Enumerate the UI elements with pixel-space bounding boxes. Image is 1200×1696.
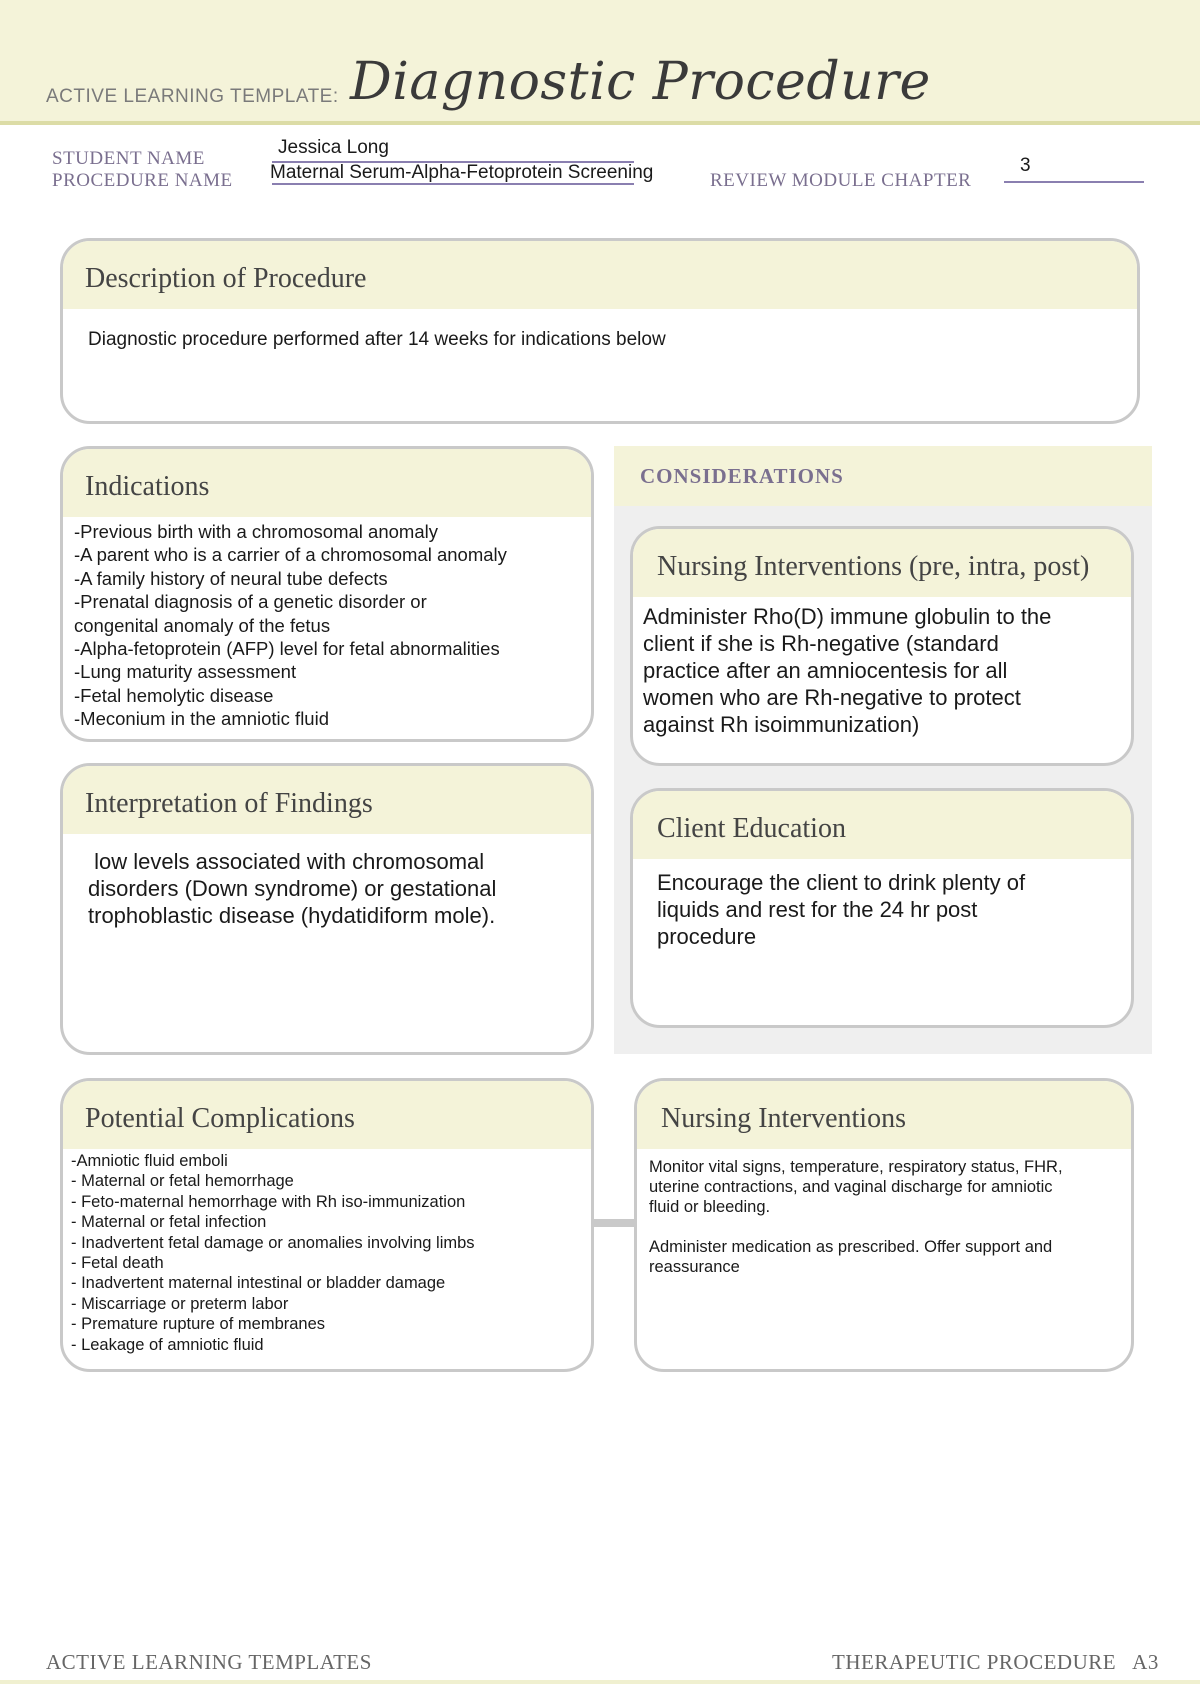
complications-title: Potential Complications [63,1081,591,1149]
list-item: - Premature rupture of membranes [71,1315,326,1334]
indications-title: Indications [63,449,591,517]
card-connector [592,1219,636,1227]
procedure-name-value[interactable]: Maternal Serum-Alpha-Fetoprotein Screening [270,162,654,183]
list-item: -Previous birth with a chromosomal anomaly [74,521,438,542]
list-item: - Fetal death [71,1254,164,1273]
list-item: - Inadvertent fetal damage or anomalies involving limbs [71,1233,475,1252]
nursing-pre-intra-post-card [630,526,1134,766]
list-item: congenital anomaly of the fetus [74,614,331,636]
nursing-interventions-text [637,1149,1131,1277]
review-module-underline [1004,181,1144,183]
client-education-text [633,859,1131,950]
complications-list [63,1149,591,1355]
footer-right: THERAPEUTIC PROCEDURE A3 [832,1650,1159,1674]
list-item: trophoblastic disease (hydatidiform mole). [88,903,496,928]
student-name-value[interactable]: Jessica Long [278,137,389,158]
list-item: procedure [657,924,757,949]
list-item: Administer Rho(D) immune globulin to the [643,604,1052,629]
considerations-title: CONSIDERATIONS [640,464,844,488]
list-item: against Rh isoimmunization) [643,712,920,737]
list-item: - Inadvertent maternal intestinal or bladder damage [71,1274,446,1293]
list-item: low levels associated with chromosomal [88,849,485,874]
list-item: reassurance [649,1258,740,1276]
nursing-interventions-title: Nursing Interventions [637,1081,1131,1149]
list-item: - Maternal or fetal infection [71,1213,267,1232]
list-item: Monitor vital signs, temperature, respiratory status, FHR, [649,1158,1063,1176]
complications-card [60,1078,594,1372]
list-item: Administer medication as prescribed. Offer support and [649,1238,1053,1256]
description-card [60,238,1140,424]
footer-left: ACTIVE LEARNING TEMPLATES [46,1650,372,1674]
list-item: client if she is Rh-negative (standard [643,631,999,656]
list-item: -Meconium in the amniotic fluid [74,708,329,730]
interpretation-text [63,834,591,929]
nursing-interventions-card [634,1078,1134,1372]
description-title: Description of Procedure [63,241,1137,309]
list-item: -Prenatal diagnosis of a genetic disorder or [74,591,427,613]
list-item: women who are Rh-negative to protect [643,685,1021,710]
list-item: liquids and rest for the 24 hr post [657,897,978,922]
list-item: Encourage the client to drink plenty of [657,870,1026,895]
list-item: practice after an amniocentesis for all [643,658,1008,683]
list-item: uterine contractions, and vaginal discharge for amniotic [649,1178,1053,1196]
review-module-label: REVIEW MODULE CHAPTER [710,170,972,191]
indications-card [60,446,594,742]
list-item: -A parent who is a carrier of a chromosomal anomaly [74,544,507,566]
indications-list [63,517,591,731]
list-item: - Feto-maternal hemorrhage with Rh iso-immunization [71,1192,466,1211]
list-item: -Fetal hemolytic disease [74,684,274,706]
review-module-value[interactable]: 3 [1020,155,1031,176]
list-item: fluid or bleeding. [649,1198,771,1216]
list-item: -Lung maturity assessment [74,661,297,683]
nursing-pre-intra-post-title: Nursing Interventions (pre, intra, post) [633,529,1131,597]
header-rule [0,121,1200,125]
list-item: - Leakage of amniotic fluid [71,1335,264,1354]
client-education-title: Client Education [633,791,1131,859]
list-item: -Alpha-fetoprotein (AFP) level for fetal abnormalities [74,638,500,660]
list-item: -Amniotic fluid emboli [71,1152,228,1170]
template-label: ACTIVE LEARNING TEMPLATE: [46,86,339,107]
interpretation-title: Interpretation of Findings [63,766,591,834]
description-text: Diagnostic procedure performed after 14 weeks for indications below [88,329,666,350]
template-title: Diagnostic Procedure [350,52,931,112]
procedure-name-underline [272,183,634,185]
interpretation-card [60,763,594,1055]
procedure-name-label: PROCEDURE NAME [52,170,233,191]
client-education-card [630,788,1134,1028]
list-item: - Maternal or fetal hemorrhage [71,1172,294,1191]
list-item: -A family history of neural tube defects [74,567,388,589]
footer-rule [0,1680,1200,1684]
student-name-label: STUDENT NAME [52,148,205,169]
list-item: disorders (Down syndrome) or gestational [88,876,497,901]
nursing-pre-intra-post-text [633,597,1131,738]
list-item: - Miscarriage or preterm labor [71,1294,289,1313]
